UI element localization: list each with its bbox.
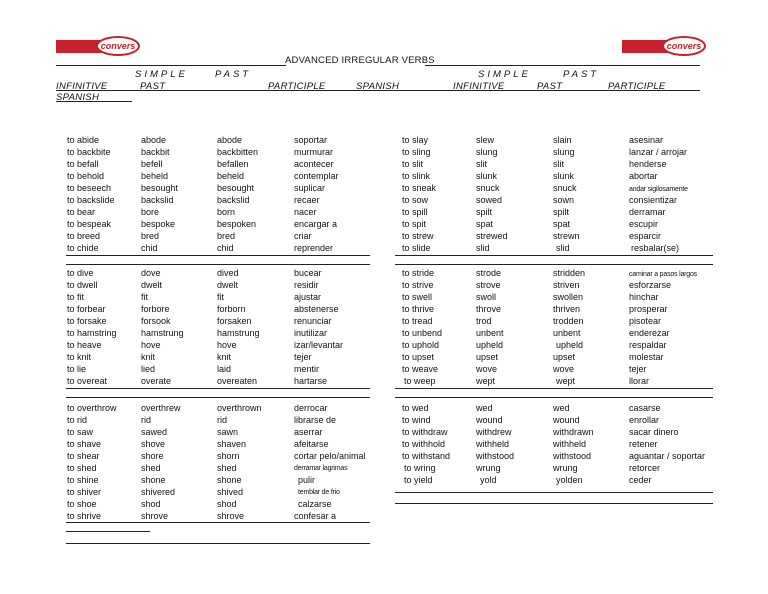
verb-past: yold xyxy=(480,475,497,485)
verb-infinitive: to weave xyxy=(402,364,439,374)
verb-infinitive: to lie xyxy=(67,364,87,374)
verb-spanish: respaldar xyxy=(629,340,667,350)
verb-infinitive: to wring xyxy=(404,463,436,473)
verb-past: overate xyxy=(141,376,172,386)
verb-spanish: ceder xyxy=(629,475,652,485)
verb-participle: upheld xyxy=(556,340,584,350)
verb-past: hove xyxy=(141,340,161,350)
verb-infinitive: to yield xyxy=(404,475,433,485)
verb-participle: slain xyxy=(553,135,572,145)
verb-past: withdrew xyxy=(476,427,512,437)
verb-participle: befallen xyxy=(217,159,249,169)
group-divider xyxy=(66,522,370,523)
verb-past: dove xyxy=(141,268,161,278)
short-divider xyxy=(66,531,150,532)
header-simple-left: SIMPLE xyxy=(135,69,188,80)
verb-past: overthrew xyxy=(141,403,181,413)
verb-spanish: derramar lagrimas xyxy=(294,465,348,472)
verb-past: wound xyxy=(476,415,503,425)
verb-participle: overthrown xyxy=(217,403,262,413)
verb-participle: striven xyxy=(553,280,580,290)
verb-infinitive: to slit xyxy=(402,159,424,169)
verb-past: bred xyxy=(141,231,160,241)
verb-past: upheld xyxy=(476,340,504,350)
verb-spanish: mentir xyxy=(294,364,320,374)
header-participle-left: PARTICIPLE xyxy=(268,81,326,92)
verb-infinitive: to dive xyxy=(67,268,94,278)
verb-participle: sown xyxy=(553,195,575,205)
verb-participle: shaven xyxy=(217,439,247,449)
verb-infinitive: to uphold xyxy=(402,340,440,350)
verb-participle: rid xyxy=(217,415,228,425)
brand-logo-left xyxy=(56,36,142,56)
group-divider xyxy=(395,264,713,265)
header-infinitive-left: INFINITIVE xyxy=(56,81,108,92)
group-divider xyxy=(66,397,370,398)
verb-infinitive: to shed xyxy=(67,463,97,473)
header-spanish2-left: SPANISH xyxy=(56,92,100,103)
verb-spanish: aguantar / soportar xyxy=(629,451,706,461)
group-divider xyxy=(66,543,370,544)
verb-past: slid xyxy=(476,243,490,253)
verb-spanish: confesar a xyxy=(294,511,337,521)
verb-infinitive: to thrive xyxy=(402,304,435,314)
verb-participle: knit xyxy=(217,352,232,362)
verb-past: throve xyxy=(476,304,502,314)
verb-participle: snuck xyxy=(553,183,577,193)
verb-spanish: consientizar xyxy=(629,195,678,205)
verb-infinitive: to shiver xyxy=(67,487,102,497)
verb-infinitive: to bespeak xyxy=(67,219,112,229)
verb-participle: unbent xyxy=(553,328,581,338)
verb-past: spat xyxy=(476,219,494,229)
group-divider xyxy=(66,255,370,256)
verb-participle: wept xyxy=(556,376,576,386)
verb-spanish: abortar xyxy=(629,171,658,181)
verb-past: bore xyxy=(141,207,160,217)
verb-participle: overeaten xyxy=(217,376,258,386)
verb-infinitive: to withdraw xyxy=(402,427,448,437)
verb-participle: yolden xyxy=(556,475,583,485)
verb-infinitive: to slide xyxy=(402,243,431,253)
brand-logo-right xyxy=(622,36,708,56)
logo-badge: convers xyxy=(96,36,140,56)
group-divider xyxy=(395,503,713,504)
verb-participle: shone xyxy=(217,475,242,485)
verb-spanish: abstenerse xyxy=(294,304,339,314)
verb-infinitive: to weep xyxy=(404,376,436,386)
verb-past: slit xyxy=(476,159,487,169)
verb-past: forsook xyxy=(141,316,171,326)
group-divider xyxy=(66,388,370,389)
verb-infinitive: to slink xyxy=(402,171,431,181)
verb-spanish: hartarse xyxy=(294,376,328,386)
verb-infinitive: to stride xyxy=(402,268,435,278)
verb-past: dwelt xyxy=(141,280,163,290)
verb-participle: shed xyxy=(217,463,237,473)
verb-spanish: prosperar xyxy=(629,304,668,314)
verb-infinitive: to shoe xyxy=(67,499,97,509)
verb-participle: withheld xyxy=(553,439,587,449)
verb-participle: forborn xyxy=(217,304,246,314)
verb-spanish: enrollar xyxy=(629,415,660,425)
verb-past: shed xyxy=(141,463,161,473)
verb-participle: bred xyxy=(217,231,236,241)
verb-spanish: soportar xyxy=(294,135,328,145)
verb-spanish: enderezar xyxy=(629,328,670,338)
verb-spanish: retener xyxy=(629,439,658,449)
verb-infinitive: to befall xyxy=(67,159,99,169)
header-past-left: PAST xyxy=(215,69,252,80)
verb-infinitive: to tread xyxy=(402,316,433,326)
verb-past: slunk xyxy=(476,171,498,181)
verb-participle: upset xyxy=(553,352,576,362)
group-divider xyxy=(395,492,713,493)
verb-spanish: resbalar(se) xyxy=(631,243,680,253)
verb-infinitive: to bear xyxy=(67,207,96,217)
verb-past: sawed xyxy=(141,427,168,437)
verb-spanish: escupir xyxy=(629,219,659,229)
verb-infinitive: to unbend xyxy=(402,328,443,338)
verb-participle: slung xyxy=(553,147,575,157)
verb-infinitive: to withhold xyxy=(402,439,446,449)
verb-participle: spat xyxy=(553,219,571,229)
verb-participle: beheld xyxy=(217,171,245,181)
verb-spanish: llorar xyxy=(629,376,650,386)
verb-spanish: retorcer xyxy=(629,463,661,473)
verb-infinitive: to backslide xyxy=(67,195,115,205)
verb-past: unbent xyxy=(476,328,504,338)
verb-spanish: residir xyxy=(294,280,319,290)
verb-infinitive: to dwell xyxy=(67,280,98,290)
verb-spanish: renunciar xyxy=(294,316,332,326)
verb-past: backbit xyxy=(141,147,170,157)
header-past-right: PAST xyxy=(563,69,600,80)
verb-participle: born xyxy=(217,207,236,217)
verb-spanish: caminar a pasos largos xyxy=(629,271,697,278)
verb-participle: shived xyxy=(217,487,244,497)
verb-infinitive: to breed xyxy=(67,231,101,241)
verb-participle: wound xyxy=(553,415,580,425)
verb-past: spilt xyxy=(476,207,493,217)
verb-participle: bespoken xyxy=(217,219,257,229)
verb-participle: shod xyxy=(217,499,237,509)
verb-past: shove xyxy=(141,439,166,449)
verb-infinitive: to heave xyxy=(67,340,102,350)
verb-infinitive: to fit xyxy=(67,292,85,302)
header-simple-right: SIMPLE xyxy=(478,69,531,80)
verb-spanish: aserrar xyxy=(294,427,323,437)
verb-past: slew xyxy=(476,135,495,145)
verb-participle: trodden xyxy=(553,316,584,326)
verb-infinitive: to shave xyxy=(67,439,102,449)
verb-infinitive: to shear xyxy=(67,451,100,461)
verb-spanish: suplicar xyxy=(294,183,326,193)
header-infinitive-right: INFINITIVE xyxy=(453,81,505,92)
verb-participle: spilt xyxy=(553,207,570,217)
verb-participle: strewn xyxy=(553,231,580,241)
title-rule-left xyxy=(56,65,286,66)
verb-participle: slit xyxy=(553,159,564,169)
verb-spanish: tejer xyxy=(629,364,647,374)
verb-past: swoll xyxy=(476,292,497,302)
verb-participle: slunk xyxy=(553,171,575,181)
verb-spanish: criar xyxy=(294,231,312,241)
verb-infinitive: to abide xyxy=(67,135,100,145)
verb-spanish: izar/levantar xyxy=(294,340,344,350)
verb-spanish: contemplar xyxy=(294,171,339,181)
logo-badge: convers xyxy=(662,36,706,56)
verb-participle: hamstrung xyxy=(217,328,260,338)
verb-past: shrove xyxy=(141,511,169,521)
verb-infinitive: to strive xyxy=(402,280,434,290)
verb-infinitive: to sneak xyxy=(402,183,437,193)
header-spanish-left: SPANISH xyxy=(356,81,400,92)
verb-past: withheld xyxy=(476,439,510,449)
verb-participle: withstood xyxy=(553,451,592,461)
verb-spanish: esparcir xyxy=(629,231,662,241)
verb-past: snuck xyxy=(476,183,500,193)
verb-past: chid xyxy=(141,243,158,253)
verb-past: strove xyxy=(476,280,501,290)
verb-spanish: murmurar xyxy=(294,147,334,157)
verb-past: lied xyxy=(141,364,156,374)
verb-spanish: asesinar xyxy=(629,135,664,145)
verb-infinitive: to behold xyxy=(67,171,105,181)
verb-participle: wed xyxy=(553,403,570,413)
verb-spanish: afeitarse xyxy=(294,439,329,449)
header-underline xyxy=(56,90,700,91)
verb-spanish: pisotear xyxy=(629,316,662,326)
verb-past: befell xyxy=(141,159,163,169)
verb-infinitive: to swell xyxy=(402,292,433,302)
verb-participle: wrung xyxy=(553,463,578,473)
verb-infinitive: to overthrow xyxy=(67,403,117,413)
verb-participle: backbitten xyxy=(217,147,259,157)
verb-participle: dived xyxy=(217,268,239,278)
verb-infinitive: to backbite xyxy=(67,147,111,157)
verb-spanish: acontecer xyxy=(294,159,334,169)
verb-past: rid xyxy=(141,415,152,425)
verb-past: shone xyxy=(141,475,166,485)
verb-infinitive: to spill xyxy=(402,207,428,217)
verb-spanish: cortar pelo/animal xyxy=(294,451,366,461)
verb-infinitive: to wind xyxy=(402,415,431,425)
verb-infinitive: to rid xyxy=(67,415,88,425)
verb-infinitive: to sow xyxy=(402,195,429,205)
verb-spanish: reprender xyxy=(294,243,334,253)
verb-infinitive: to forbear xyxy=(67,304,106,314)
verb-participle: forsaken xyxy=(217,316,252,326)
verb-past: withstood xyxy=(476,451,515,461)
verb-spanish: nacer xyxy=(294,207,317,217)
verb-participle: chid xyxy=(217,243,234,253)
verb-participle: backslid xyxy=(217,195,250,205)
verb-spanish: derramar xyxy=(629,207,666,217)
verb-participle: shorn xyxy=(217,451,240,461)
verb-spanish: encargar a xyxy=(294,219,338,229)
verb-spanish: tejer xyxy=(294,352,312,362)
verb-past: backslid xyxy=(141,195,174,205)
verb-participle: stridden xyxy=(553,268,586,278)
verb-past: wrung xyxy=(476,463,501,473)
verb-infinitive: to withstand xyxy=(402,451,451,461)
verb-past: forbore xyxy=(141,304,170,314)
verb-participle: thriven xyxy=(553,304,581,314)
verb-participle: hove xyxy=(217,340,237,350)
verb-infinitive: to saw xyxy=(67,427,94,437)
verb-past: abode xyxy=(141,135,167,145)
group-divider xyxy=(66,264,370,265)
verb-spanish: hinchar xyxy=(629,292,659,302)
verb-spanish: temblar de frio xyxy=(298,489,340,496)
header-underline-spanish xyxy=(56,101,132,102)
verb-spanish: inutilizar xyxy=(294,328,328,338)
verb-past: trod xyxy=(476,316,492,326)
verb-spanish: andar sigilosamente xyxy=(629,186,688,193)
verb-infinitive: to sling xyxy=(402,147,431,157)
verb-spanish: esforzarse xyxy=(629,280,672,290)
verb-spanish: recaer xyxy=(294,195,320,205)
header-past2-left: PAST xyxy=(140,81,166,92)
verb-past: sowed xyxy=(476,195,503,205)
verb-spanish: sacar dinero xyxy=(629,427,679,437)
verb-participle: slid xyxy=(556,243,570,253)
verb-past: wept xyxy=(476,376,496,386)
verb-infinitive: to spit xyxy=(402,219,427,229)
verb-spanish: casarse xyxy=(629,403,661,413)
verb-infinitive: to forsake xyxy=(67,316,107,326)
group-divider xyxy=(395,388,713,389)
verb-spanish: henderse xyxy=(629,159,667,169)
verb-spanish: derrocar xyxy=(294,403,328,413)
verb-participle: sawn xyxy=(217,427,239,437)
verb-participle: abode xyxy=(217,135,243,145)
verb-spanish: calzarse xyxy=(298,499,332,509)
verb-past: beheld xyxy=(141,171,169,181)
verb-past: strode xyxy=(476,268,502,278)
verb-participle: besought xyxy=(217,183,255,193)
verb-past: shore xyxy=(141,451,164,461)
verb-past: hamstrung xyxy=(141,328,184,338)
verb-infinitive: to slay xyxy=(402,135,429,145)
verb-past: fit xyxy=(141,292,149,302)
verb-past: shivered xyxy=(141,487,176,497)
verb-spanish: bucear xyxy=(294,268,322,278)
verb-past: upset xyxy=(476,352,499,362)
verb-infinitive: to upset xyxy=(402,352,435,362)
verb-infinitive: to knit xyxy=(67,352,92,362)
group-divider xyxy=(395,397,713,398)
verb-participle: swollen xyxy=(553,292,584,302)
verb-participle: laid xyxy=(217,364,232,374)
verb-past: bespoke xyxy=(141,219,176,229)
verb-infinitive: to strew xyxy=(402,231,434,241)
title-rule-right xyxy=(425,65,700,66)
verb-spanish: pulir xyxy=(298,475,316,485)
verb-participle: fit xyxy=(217,292,225,302)
verb-past: wed xyxy=(476,403,493,413)
verb-spanish: lanzar / arrojar xyxy=(629,147,688,157)
verb-infinitive: to hamstring xyxy=(67,328,117,338)
verb-past: wove xyxy=(476,364,498,374)
verb-infinitive: to overeat xyxy=(67,376,108,386)
verb-infinitive: to shine xyxy=(67,475,99,485)
verb-spanish: librarse de xyxy=(294,415,337,425)
verb-infinitive: to beseech xyxy=(67,183,112,193)
verb-past: shod xyxy=(141,499,161,509)
verb-past: knit xyxy=(141,352,156,362)
verb-participle: dwelt xyxy=(217,280,239,290)
header-past2-right: PAST xyxy=(537,81,563,92)
verb-past: slung xyxy=(476,147,498,157)
page-title: ADVANCED IRREGULAR VERBS xyxy=(285,55,435,66)
verb-participle: withdrawn xyxy=(553,427,594,437)
verb-participle: shrove xyxy=(217,511,245,521)
verb-infinitive: to chide xyxy=(67,243,99,253)
verb-spanish: molestar xyxy=(629,352,664,362)
verb-infinitive: to wed xyxy=(402,403,429,413)
verb-past: besought xyxy=(141,183,179,193)
verb-participle: wove xyxy=(553,364,575,374)
verb-spanish: ajustar xyxy=(294,292,322,302)
header-participle-right: PARTICIPLE xyxy=(608,81,666,92)
group-divider xyxy=(395,255,713,256)
verb-infinitive: to shrive xyxy=(67,511,102,521)
verb-past: strewed xyxy=(476,231,508,241)
